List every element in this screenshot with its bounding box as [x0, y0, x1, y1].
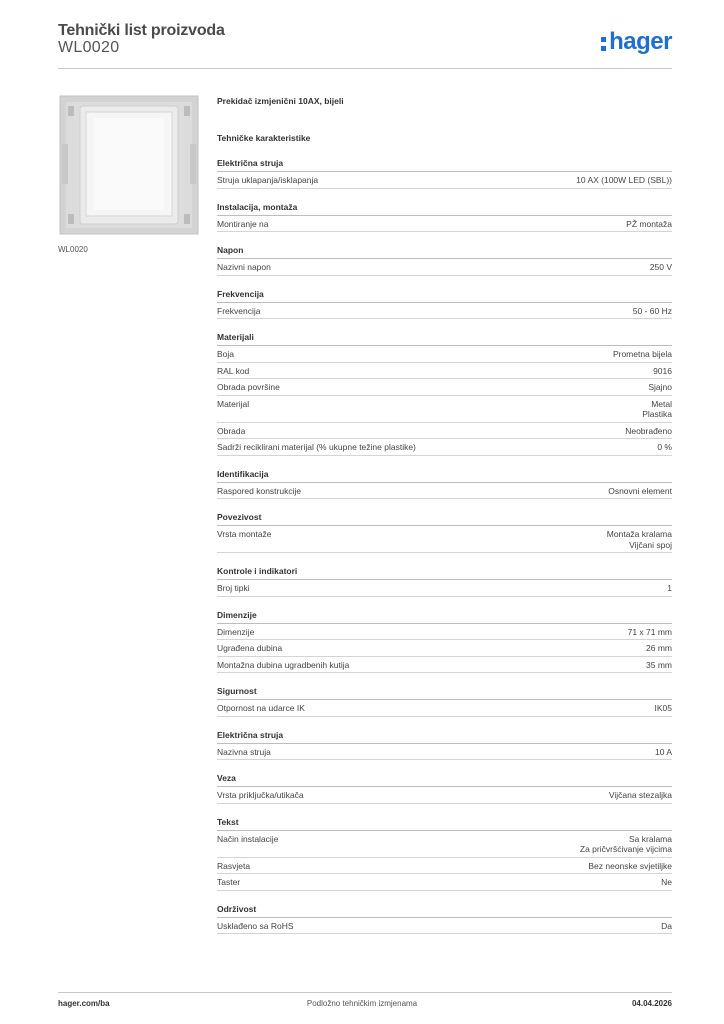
spec-group-title: Električna struja: [217, 158, 672, 172]
header-divider: [58, 68, 672, 69]
spec-row: [217, 346, 672, 363]
spec-label: Frekvencija: [217, 305, 261, 316]
spec-value-line: Osnovni element: [608, 485, 672, 496]
spec-value: [628, 627, 672, 638]
spec-value-line: 1: [667, 583, 672, 593]
spec-label: Otpornost na udarce IK: [217, 703, 305, 713]
spec-group: [217, 610, 672, 674]
spec-group-title: Identifikacija: [217, 469, 672, 483]
spec-value: [661, 921, 672, 932]
spec-row: [217, 744, 672, 761]
spec-value-line: Metal: [651, 398, 672, 409]
spec-row: [217, 423, 672, 440]
spec-group: [217, 469, 672, 500]
spec-value: [650, 262, 672, 273]
spec-group-title: Električna struja: [217, 730, 672, 744]
spec-label: Obrada površine: [217, 382, 280, 392]
spec-value-line: 26 mm: [646, 643, 672, 653]
spec-value-line: Da: [661, 920, 672, 931]
spec-group: [217, 332, 672, 456]
spec-value-line: Za pričvršćivanje vijcima: [579, 844, 672, 854]
spec-group: [217, 904, 672, 935]
spec-value-line: Prometna bijela: [612, 349, 672, 359]
spec-label: Taster: [217, 877, 241, 887]
logo-text: hager: [609, 28, 672, 55]
spec-value: [609, 790, 672, 801]
spec-row: [217, 580, 672, 597]
spec-group-title: Materijali: [217, 332, 672, 346]
spec-value: [648, 382, 672, 393]
spec-value: [608, 486, 672, 497]
spec-row: [217, 874, 672, 891]
spec-row: [217, 526, 672, 553]
spec-group-title: Sigurnost: [217, 686, 672, 700]
spec-value-line: 9016: [653, 365, 672, 376]
spec-label: Broj tipki: [217, 583, 250, 593]
spec-value: [661, 877, 672, 888]
spec-label: Način instalacije: [217, 833, 279, 844]
footer-website: hager.com/ba: [58, 999, 110, 1008]
spec-group: [217, 245, 672, 276]
spec-row: [217, 259, 672, 276]
spec-label: Nazivna struja: [217, 746, 271, 757]
spec-groups: [217, 158, 672, 934]
spec-value-line: 10 A: [654, 746, 672, 757]
spec-group: [217, 773, 672, 804]
spec-value-line: 71 x 71 mm: [627, 626, 672, 637]
spec-value: [646, 643, 672, 654]
spec-row: [217, 918, 672, 935]
spec-value: [626, 219, 672, 230]
section-heading: Tehničke karakteristike: [217, 133, 311, 143]
spec-group: [217, 817, 672, 891]
spec-group-title: Instalacija, montaža: [217, 202, 672, 216]
spec-row: [217, 624, 672, 641]
spec-label: Nazivni napon: [217, 262, 271, 272]
spec-value: [655, 747, 672, 758]
page-title: Tehnički list proizvoda: [58, 22, 225, 39]
logo-colon-icon: [601, 37, 606, 51]
spec-row: [217, 439, 672, 456]
spec-group-title: Dimenzije: [217, 610, 672, 624]
spec-group-title: Tekst: [217, 817, 672, 831]
spec-label: RAL kod: [217, 365, 250, 376]
spec-group: [217, 686, 672, 717]
spec-group: [217, 289, 672, 320]
spec-label: Vrsta priključka/utikača: [217, 790, 304, 800]
spec-row: [217, 831, 672, 858]
spec-value: [633, 306, 672, 317]
spec-value-line: Vijčani spoj: [629, 539, 672, 550]
spec-group-title: Frekvencija: [217, 289, 672, 303]
spec-group-title: Napon: [217, 245, 672, 259]
spec-row: [217, 379, 672, 396]
product-name: Prekidač izmjenični 10AX, bijeli: [217, 96, 344, 106]
spec-row: [217, 363, 672, 380]
spec-row: [217, 303, 672, 320]
footer-disclaimer: Podložno tehničkim izmjenama: [306, 999, 418, 1008]
spec-group: [217, 730, 672, 761]
spec-value-line: 250 V: [649, 262, 672, 272]
hager-logo: [601, 28, 672, 56]
spec-value-line: 10 AX (100W LED (SBL)): [576, 175, 672, 185]
spec-value-line: Vijčana stezaljka: [608, 790, 672, 800]
spec-label: Sadrži reciklirani materijal (% ukupne težine plastike): [217, 442, 416, 452]
spec-group: [217, 512, 672, 553]
spec-label: Dimenzije: [217, 626, 255, 637]
spec-row: [217, 172, 672, 189]
switch-product-image: [58, 94, 200, 236]
spec-group: [217, 158, 672, 189]
spec-content: [217, 96, 672, 947]
spec-row: [217, 700, 672, 717]
spec-value-line: Sjajno: [648, 382, 672, 392]
product-code: WL0020: [58, 39, 120, 56]
image-caption: WL0020: [58, 245, 88, 254]
spec-value: [655, 703, 673, 714]
footer-divider: [58, 992, 672, 993]
spec-value: [667, 583, 672, 594]
spec-label: Materijal: [217, 398, 250, 409]
spec-value-line: Neobrađeno: [625, 425, 672, 436]
spec-value: [607, 529, 672, 550]
spec-value-line: IK05: [654, 703, 672, 713]
spec-label: Ugrađena dubina: [217, 643, 283, 653]
spec-value: [625, 426, 672, 437]
spec-value-line: 50 - 60 Hz: [632, 305, 672, 316]
spec-value: [613, 349, 672, 360]
spec-value: [653, 366, 672, 377]
spec-label: Montažna dubina ugradbenih kutija: [217, 659, 350, 670]
spec-value: [646, 660, 672, 671]
spec-value: [642, 399, 672, 420]
spec-group-title: Veza: [217, 773, 672, 787]
spec-label: Boja: [217, 349, 235, 359]
spec-group-title: Povezivost: [217, 512, 672, 526]
spec-label: Raspored konstrukcije: [217, 485, 302, 496]
spec-group: [217, 202, 672, 233]
spec-row: [217, 640, 672, 657]
spec-value: [657, 442, 672, 453]
spec-row: [217, 216, 672, 233]
spec-value-line: 0 %: [657, 442, 672, 452]
footer-date: 04.04.2026: [631, 999, 672, 1008]
spec-value-line: Bez neonske svjetiljke: [588, 860, 672, 871]
spec-row: [217, 787, 672, 804]
spec-value-line: 35 mm: [646, 659, 672, 670]
spec-label: Montiranje na: [217, 218, 269, 229]
spec-row: [217, 858, 672, 875]
spec-group-title: Održivost: [217, 904, 672, 918]
spec-row: [217, 483, 672, 500]
spec-label: Usklađeno sa RoHS: [217, 920, 294, 931]
spec-value-line: PŽ montaža: [626, 218, 672, 229]
spec-value: [588, 861, 672, 872]
spec-value: [580, 834, 672, 855]
spec-label: Vrsta montaže: [217, 529, 272, 539]
spec-value: [576, 175, 672, 186]
spec-label: Struja uklapanja/isklapanja: [217, 175, 319, 185]
spec-row: [217, 657, 672, 674]
spec-value-line: Plastika: [642, 409, 672, 419]
spec-group: [217, 566, 672, 597]
spec-row: [217, 396, 672, 423]
spec-value-line: Ne: [661, 877, 672, 887]
spec-group-title: Kontrole i indikatori: [217, 566, 672, 580]
spec-label: Rasvjeta: [217, 860, 251, 871]
spec-label: Obrada: [217, 425, 246, 436]
spec-value-line: Montaža kralama: [606, 529, 672, 539]
spec-value-line: Sa kralama: [629, 833, 672, 844]
